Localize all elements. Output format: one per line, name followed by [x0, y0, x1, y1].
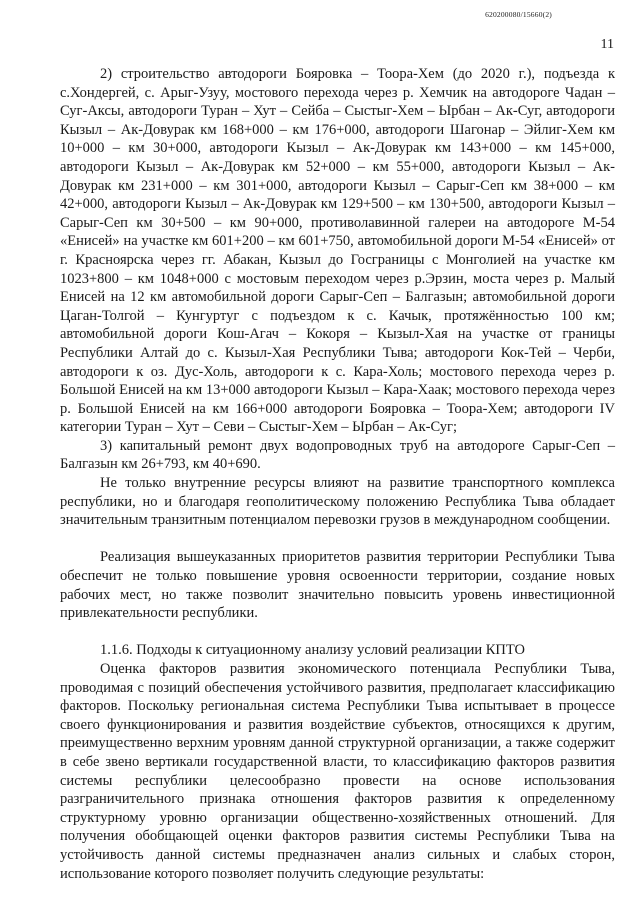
page-number: 11 — [600, 37, 614, 52]
paragraph-factor-assessment: Оценка факторов развития экономического потенциала Республики Тыва, проводимая с позиций обеспечения устойчивого развития, предполагает классификацию факторов. Поскольку региональная система Республики Тыва испытывает в процессе своего функционирования и развития воздействие субъектов, относящихся к другим, преимущественно верхним уровням данной структурной организации, а также содержит в себе звено вертикали государственной власти, то классификацию факторов развития системы республики целесообразно провести на основе использования разграничительного признака отношения факторов развития к определенному структурному уровню организации общественно-хозяйственных отношений. Для получения обобщающей оценки факторов развития системы Республики Тыва на устойчивость данной системы предназначен анализ сильных и слабых сторон, использование которого позволяет получить следующие результаты: — [60, 661, 615, 882]
paragraph-transit-potential: Не только внутренние ресурсы влияют на развитие транспортного комплекса республики, но и благодаря геополитическому положению Республика Тыва обладает значительным транзитным потенциалом перевозки грузов в международном сообщении. — [60, 475, 615, 529]
paragraph-priorities: Реализация вышеуказанных приоритетов развития территории Республики Тыва обеспечит не только повышение уровня освоенности территории, создание новых рабочих мест, но также позволит значительно повысить уровень инвестиционной привлекательности республики. — [60, 549, 615, 622]
document-code: 620200080/15660(2) — [485, 10, 552, 19]
paragraph-construction-list: 2) строительство автодороги Бояровка – Тоора-Хем (до 2020 г.), подъезда к с.Хондергей, с. Арыг-Узуу, мостового перехода через р. Хемчик на автодороге Чадан – Суг-Аксы, автодороги Туран – Хут – Сейба – Сыстыг-Хем – Ырбан – Ак-Суг, автодороги Кызыл – Ак-Довурак км 168+000 – км 176+000, автодороги Шагонар – Эйлиг-Хем км 10+000 – км 30+000, автодороги Кызыл – Ак-Довурак км 143+000 – км 145+000, автодороги Кызыл – Ак-Довурак км 52+000 – км 55+000, автодороги Кызыл – Ак-Довурак км 231+000 – км 301+000, автодороги Кызыл – Сарыг-Сеп км 38+000 – км 42+000, автодороги Кызыл – Ак-Довурак км 129+500 – км 130+500, автодороги Кызыл – Сарыг-Сеп км 30+500 – км 90+000, противолавинной галереи на автодороге М-54 «Енисей» на участке км 601+200 – км 601+750, автомобильной дороги М-54 «Енисей» от г. Красноярска через гг. Абакан, Кызыл до Госграницы с Монголией на участке км 1023+800 – км 1048+000 с мостовым переходом через р.Эрзин, моста через р. Малый Енисей на 12 км автомобильной дороги Сарыг-Сеп – Балгазын; автомобильной дороги Цаган-Толгой – Кунгуртуг с подъездом к с. Качык, протяжённостью 100 км; автомобильной дороги Кош-Агач – Кокоря – Кызыл-Хая на участке от границы Республики Алтай до с. Кызыл-Хая Республики Тыва; автодороги Кок-Тей – Черби, автодороги к оз. Дус-Холь, автодороги к с. Кара-Холь; мостового перехода через р. Большой Енисей на км 13+000 автодороги Кызыл – Кара-Хаак; мостового перехода через р. Большой Енисей на км 166+000 автодороги Бояровка – Тоора-Хем; автодороги IV категории Туран – Хут – Севи – Сыстыг-Хем – Ырбан – Ак-Суг; — [60, 66, 615, 436]
page-body — [60, 65, 615, 883]
section-heading: 1.1.6. Подходы к ситуационному анализу условий реализации КПТО — [100, 642, 526, 659]
paragraph-capital-repair: 3) капитальный ремонт двух водопроводных труб на автодороге Сарыг-Сеп – Балгазын км 26+793, км 40+690. — [60, 437, 615, 473]
